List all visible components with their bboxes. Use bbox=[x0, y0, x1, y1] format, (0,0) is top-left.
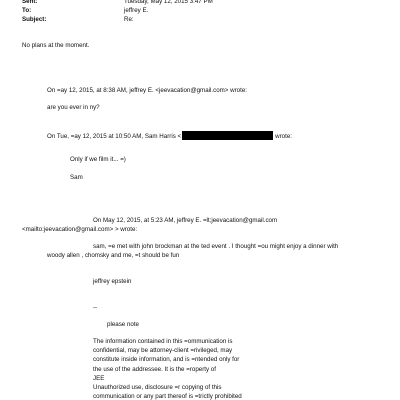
disclaimer-line: communication or any part thereof is =trictly prohibited bbox=[93, 393, 242, 400]
disclaimer-line: The information contained in this =ommunication is bbox=[93, 338, 233, 345]
quote3-signature: jeffrey epstein bbox=[93, 278, 132, 285]
quote1-header: On =ay 12, 2015, at 8:38 AM, jeffrey E. <jeevacation@gmail.com> wrote: bbox=[47, 87, 247, 94]
quote3-text-line2: woody allen , chomsky and me, =t should be fun bbox=[47, 252, 180, 259]
disclaimer-line: constitute inside information, and is =ntended only for bbox=[93, 356, 240, 364]
quote1-text: are you ever in ny? bbox=[47, 104, 100, 111]
quote2-text: Only if we film it... =) bbox=[70, 156, 126, 163]
subject-value: Re: bbox=[124, 16, 134, 23]
note-heading: please note bbox=[107, 321, 139, 328]
reply-text: No plans at the moment. bbox=[22, 42, 90, 49]
disclaimer-line: the use of the addressee. It is the =roperty of bbox=[93, 365, 216, 373]
separator: -- bbox=[93, 304, 98, 311]
disclaimer-line: JEE bbox=[93, 374, 105, 382]
to-value: jeffrey E. bbox=[124, 7, 149, 14]
disclaimer-line: Unauthorized use, disclosure =r copying of this bbox=[93, 383, 222, 391]
quote2-signature: Sam bbox=[70, 174, 83, 181]
redaction-bar bbox=[182, 131, 273, 140]
quote2-header-before: On Tue, =ay 12, 2015 at 10:50 AM, Sam Harris < bbox=[47, 133, 182, 140]
quote3-header-line2: <mailto:jeevacation@gmail.com> > wrote: bbox=[22, 226, 138, 233]
sent-label: Sent: bbox=[22, 0, 38, 5]
quote2-header-after: wrote: bbox=[275, 133, 292, 140]
sent-value: Tuesday, May 12, 2015 3:47 PM bbox=[124, 0, 213, 5]
disclaimer-line: confidential, may be attorney-client =rivileged, may bbox=[93, 347, 233, 355]
disclaimer-block bbox=[93, 339, 242, 400]
to-label: To: bbox=[22, 7, 32, 14]
quote3-text-line1: sam, =e met with john brockman at the ted event . I thought =ou might enjoy a dinner with bbox=[93, 243, 339, 250]
quote2-header bbox=[47, 131, 292, 140]
subject-label: Subject: bbox=[22, 16, 47, 23]
quote3-header-line1: On May 12, 2015, at 5:23 AM, jeffrey E. =lt;jeevacation@gmail.com bbox=[93, 217, 278, 224]
